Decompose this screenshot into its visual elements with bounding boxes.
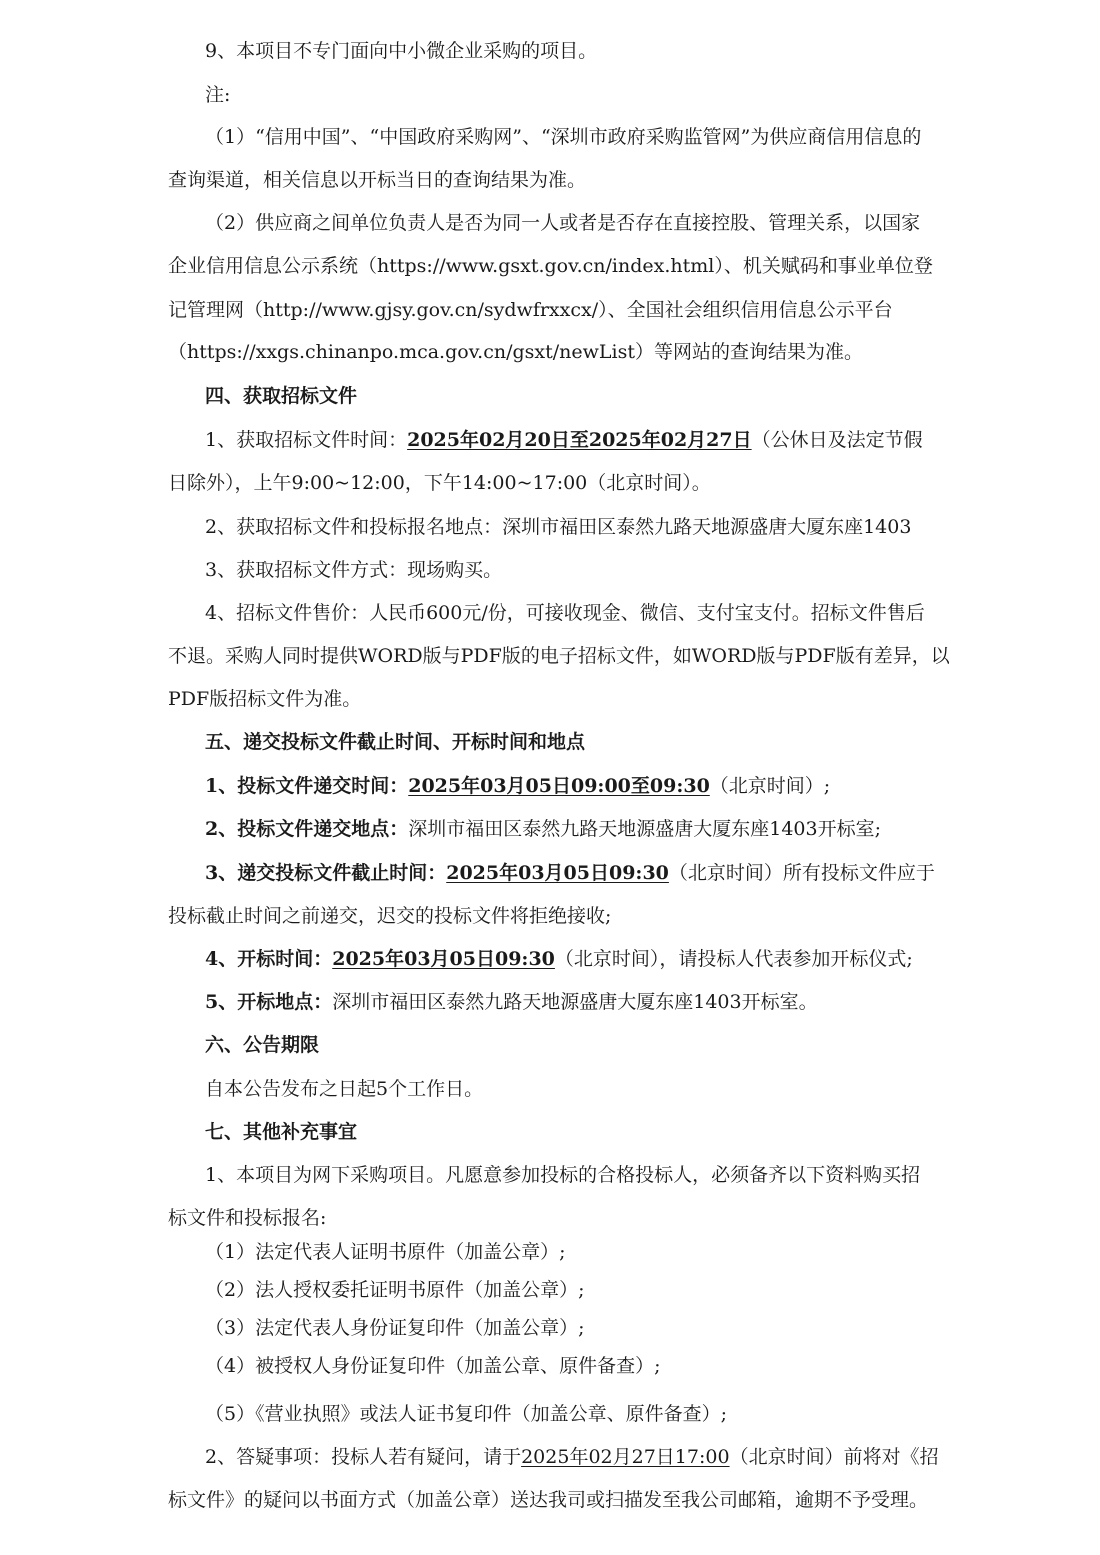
text-segment: 标文件》的疑问以书面方式（加盖公章）送达我司或扫描发至我公司邮箱，逾期不予受理。 bbox=[168, 1489, 929, 1511]
text-segment: 深圳市福田区泰然九路天地源盛唐大厦东座1403开标室; bbox=[408, 818, 881, 840]
text-segment: 不退。采购人同时提供WORD版与PDF版的电子招标文件，如WORD版与PDF版有差异，以 bbox=[168, 645, 950, 667]
text-segment: 2、答疑事项：投标人若有疑问，请于 bbox=[205, 1446, 522, 1468]
text-segment: 六、公告期限 bbox=[205, 1034, 320, 1056]
text-segment: 1、获取招标文件时间： bbox=[205, 429, 408, 451]
text-line bbox=[0, 82, 1100, 108]
text-line bbox=[0, 1205, 1100, 1231]
text-line bbox=[0, 470, 1100, 496]
text-line bbox=[0, 860, 1100, 886]
text-line bbox=[0, 297, 1100, 323]
text-line bbox=[0, 1487, 1100, 1513]
text-segment: 自本公告发布之日起5个工作日。 bbox=[205, 1078, 484, 1100]
text-segment: 注: bbox=[205, 84, 231, 106]
text-line bbox=[0, 383, 1100, 409]
text-line bbox=[0, 1162, 1100, 1188]
text-segment: 5、开标地点： bbox=[205, 991, 333, 1013]
text-line bbox=[0, 643, 1100, 669]
text-segment: （https://xxgs.chinanpo.mca.gov.cn/gsxt/newList）等网站的查询结果为准。 bbox=[168, 341, 863, 363]
text-line bbox=[0, 124, 1100, 150]
text-line bbox=[0, 989, 1100, 1015]
text-segment: 标文件和投标报名: bbox=[168, 1207, 327, 1229]
text-line bbox=[0, 903, 1100, 929]
text-segment: 2、获取招标文件和投标报名地点：深圳市福田区泰然九路天地源盛唐大厦东座1403 bbox=[205, 516, 912, 538]
text-line bbox=[0, 1401, 1100, 1427]
text-segment: 9、本项目不专门面向中小微企业采购的项目。 bbox=[205, 40, 598, 62]
text-line bbox=[0, 1076, 1100, 1102]
text-line bbox=[0, 729, 1100, 755]
text-segment: 投标截止时间之前递交，迟交的投标文件将拒绝接收; bbox=[168, 905, 612, 927]
text-line bbox=[0, 253, 1100, 279]
text-segment: 2025年03月05日09:00至09:30 bbox=[408, 775, 710, 797]
text-line bbox=[0, 773, 1100, 799]
text-segment: 2025年02月20日至2025年02月27日 bbox=[407, 429, 752, 451]
text-segment: 企业信用信息公示系统（https://www.gsxt.gov.cn/index.html）、机关赋码和事业单位登 bbox=[168, 255, 933, 277]
text-line bbox=[0, 600, 1100, 626]
text-line bbox=[0, 427, 1100, 453]
text-segment: （公休日及法定节假 bbox=[751, 429, 923, 451]
text-segment: 记管理网（http://www.gjsy.gov.cn/sydwfrxxcx/）、全国社会组织信用信息公示平台 bbox=[168, 299, 893, 321]
text-segment: （北京时间）前将对《招 bbox=[729, 1446, 939, 1468]
text-segment: 深圳市福田区泰然九路天地源盛唐大厦东座1403开标室。 bbox=[332, 991, 818, 1013]
text-line bbox=[0, 1277, 1100, 1303]
text-segment: （北京时间）所有投标文件应于 bbox=[668, 862, 935, 884]
text-segment: 日除外），上午9:00~12:00，下午14:00~17:00（北京时间）。 bbox=[168, 472, 711, 494]
text-segment: 四、获取招标文件 bbox=[205, 385, 358, 407]
text-line bbox=[0, 946, 1100, 972]
text-line bbox=[0, 1032, 1100, 1058]
text-line bbox=[0, 514, 1100, 540]
text-line bbox=[0, 1353, 1100, 1379]
text-segment: 4、招标文件售价：人民币600元/份，可接收现金、微信、支付宝支付。招标文件售后 bbox=[205, 602, 925, 624]
text-segment: （5）《营业执照》或法人证书复印件（加盖公章、原件备查）; bbox=[205, 1403, 727, 1425]
text-segment: 3、获取招标文件方式：现场购买。 bbox=[205, 559, 503, 581]
text-segment: （2）法人授权委托证明书原件（加盖公章）; bbox=[205, 1279, 585, 1301]
text-line bbox=[0, 1239, 1100, 1265]
text-segment: 1、投标文件递交时间： bbox=[205, 775, 409, 797]
text-line bbox=[0, 557, 1100, 583]
text-line bbox=[0, 1444, 1100, 1470]
text-segment: （北京时间）; bbox=[709, 775, 831, 797]
text-segment: 1、本项目为网下采购项目。凡愿意参加投标的合格投标人，必须备齐以下资料购买招 bbox=[205, 1164, 921, 1186]
text-segment: 2、投标文件递交地点： bbox=[205, 818, 409, 840]
text-segment: 七、其他补充事宜 bbox=[205, 1121, 358, 1143]
text-line bbox=[0, 210, 1100, 236]
text-segment: （3）法定代表人身份证复印件（加盖公章）; bbox=[205, 1317, 585, 1339]
text-line bbox=[0, 816, 1100, 842]
text-segment: （北京时间），请投标人代表参加开标仪式; bbox=[554, 948, 913, 970]
text-line bbox=[0, 1119, 1100, 1145]
text-segment: 2025年02月27日17:00 bbox=[521, 1446, 730, 1468]
text-line bbox=[0, 339, 1100, 365]
text-segment: （2）供应商之间单位负责人是否为同一人或者是否存在直接控股、管理关系，以国家 bbox=[205, 212, 921, 234]
text-segment: 五、递交投标文件截止时间、开标时间和地点 bbox=[205, 731, 586, 753]
text-line bbox=[0, 167, 1100, 193]
text-segment: （1）法定代表人证明书原件（加盖公章）; bbox=[205, 1241, 566, 1263]
text-line bbox=[0, 38, 1100, 64]
text-segment: 2025年03月05日09:30 bbox=[446, 862, 669, 884]
text-segment: （4）被授权人身份证复印件（加盖公章、原件备查）; bbox=[205, 1355, 661, 1377]
text-line bbox=[0, 686, 1100, 712]
text-segment: （1）“信用中国”、“中国政府采购网”、“深圳市政府采购监管网”为供应商信用信息的 bbox=[205, 126, 922, 148]
text-segment: PDF版招标文件为准。 bbox=[168, 688, 362, 710]
text-segment: 2025年03月05日09:30 bbox=[332, 948, 555, 970]
text-segment: 查询渠道，相关信息以开标当日的查询结果为准。 bbox=[168, 169, 587, 191]
text-segment: 3、递交投标文件截止时间： bbox=[205, 862, 447, 884]
text-line bbox=[0, 1315, 1100, 1341]
text-segment: 4、开标时间： bbox=[205, 948, 333, 970]
